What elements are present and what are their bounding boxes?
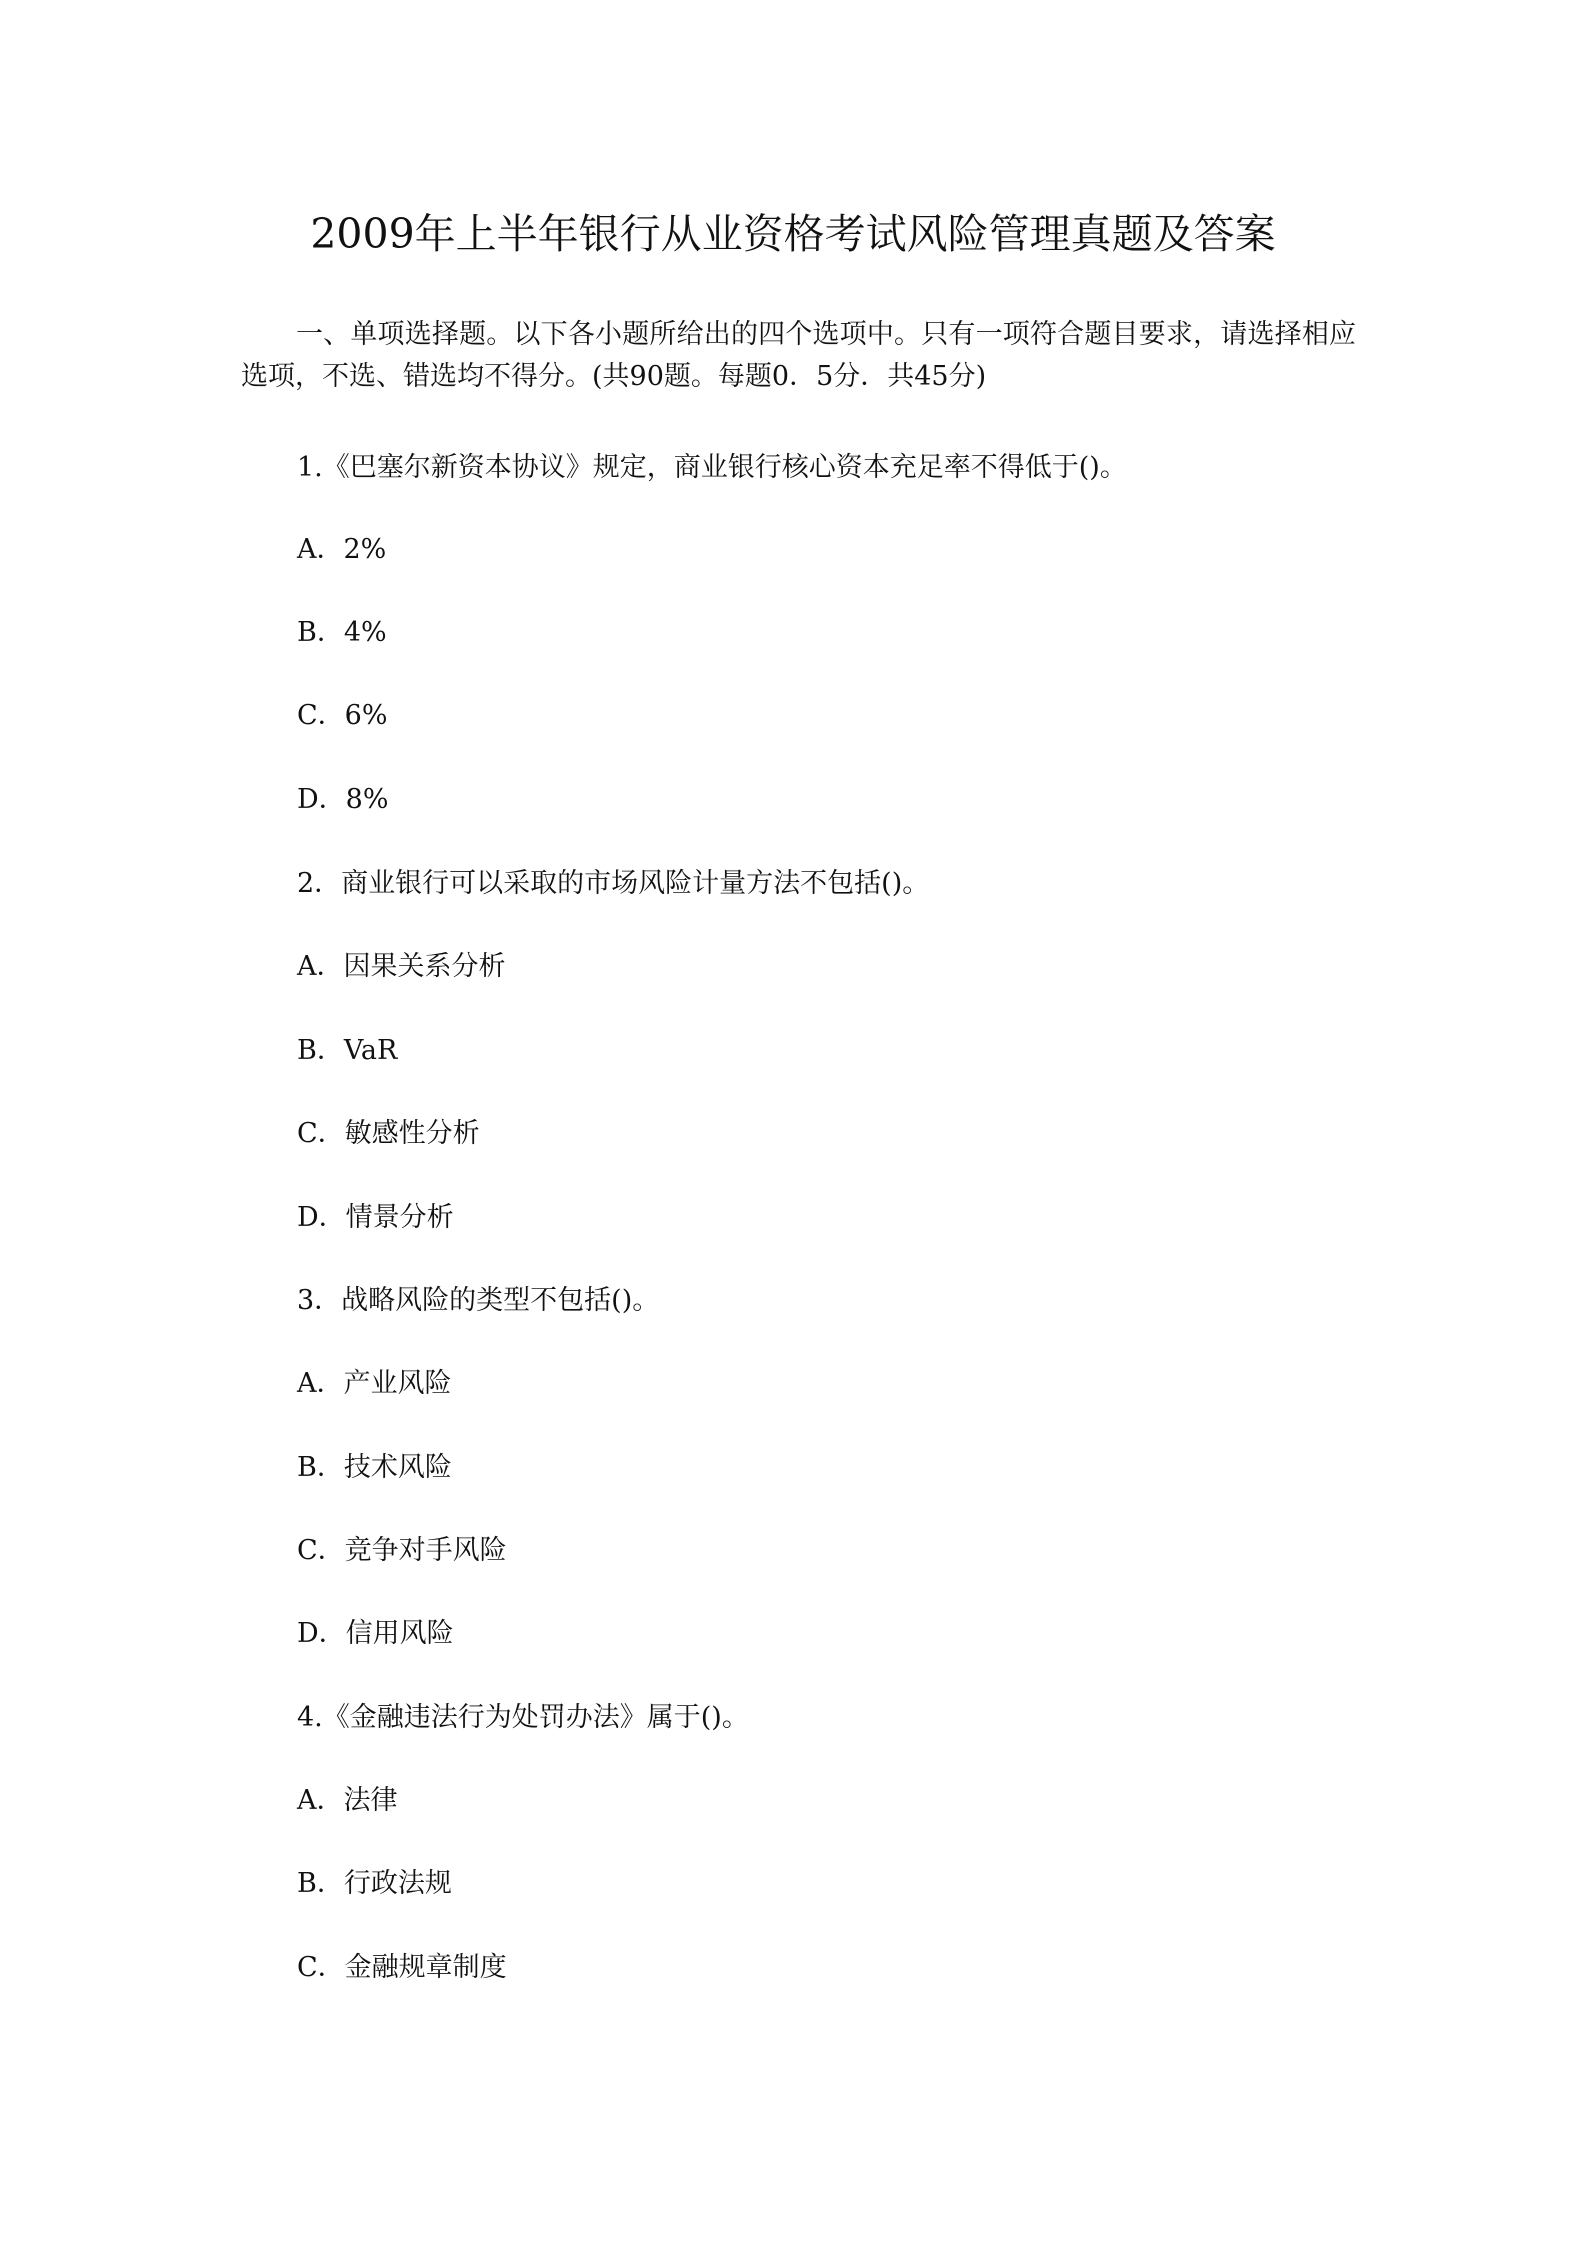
question-2-option-a: A．因果关系分析 <box>297 951 506 982</box>
section-instructions: 一、单项选择题。以下各小题所给出的四个选项中。只有一项符合题目要求，请选择相应选项，不选、错选均不得分。(共90题。每题0．5分．共45分) <box>241 319 1356 392</box>
question-2-option-c: C．敏感性分析 <box>297 1118 480 1149</box>
document-title: 2009年上半年银行从业资格考试风险管理真题及答案 <box>310 210 1276 258</box>
question-4-stem: 4.《金融违法行为处罚办法》属于()。 <box>297 1702 749 1733</box>
question-1-option-d: D．8% <box>297 784 389 815</box>
question-1-stem: 1.《巴塞尔新资本协议》规定，商业银行核心资本充足率不得低于()。 <box>297 452 1127 483</box>
question-2-option-d: D．情景分析 <box>297 1202 454 1233</box>
question-1-option-b: B．4% <box>297 617 387 648</box>
question-2-stem: 2．商业银行可以采取的市场风险计量方法不包括()。 <box>297 868 930 899</box>
question-4-option-c: C．金融规章制度 <box>297 1952 507 1983</box>
question-4-option-a: A．法律 <box>297 1785 398 1816</box>
question-2-option-b: B．VaR <box>297 1035 398 1066</box>
question-4-option-b: B．行政法规 <box>297 1868 452 1899</box>
question-1-option-a: A．2% <box>297 534 387 565</box>
question-3-option-b: B．技术风险 <box>297 1452 452 1483</box>
question-1-option-c: C．6% <box>297 700 388 731</box>
question-3-option-c: C．竞争对手风险 <box>297 1535 507 1566</box>
question-3-option-a: A．产业风险 <box>297 1368 452 1399</box>
question-3-option-d: D．信用风险 <box>297 1618 454 1649</box>
question-3-stem: 3．战略风险的类型不包括()。 <box>297 1285 660 1316</box>
